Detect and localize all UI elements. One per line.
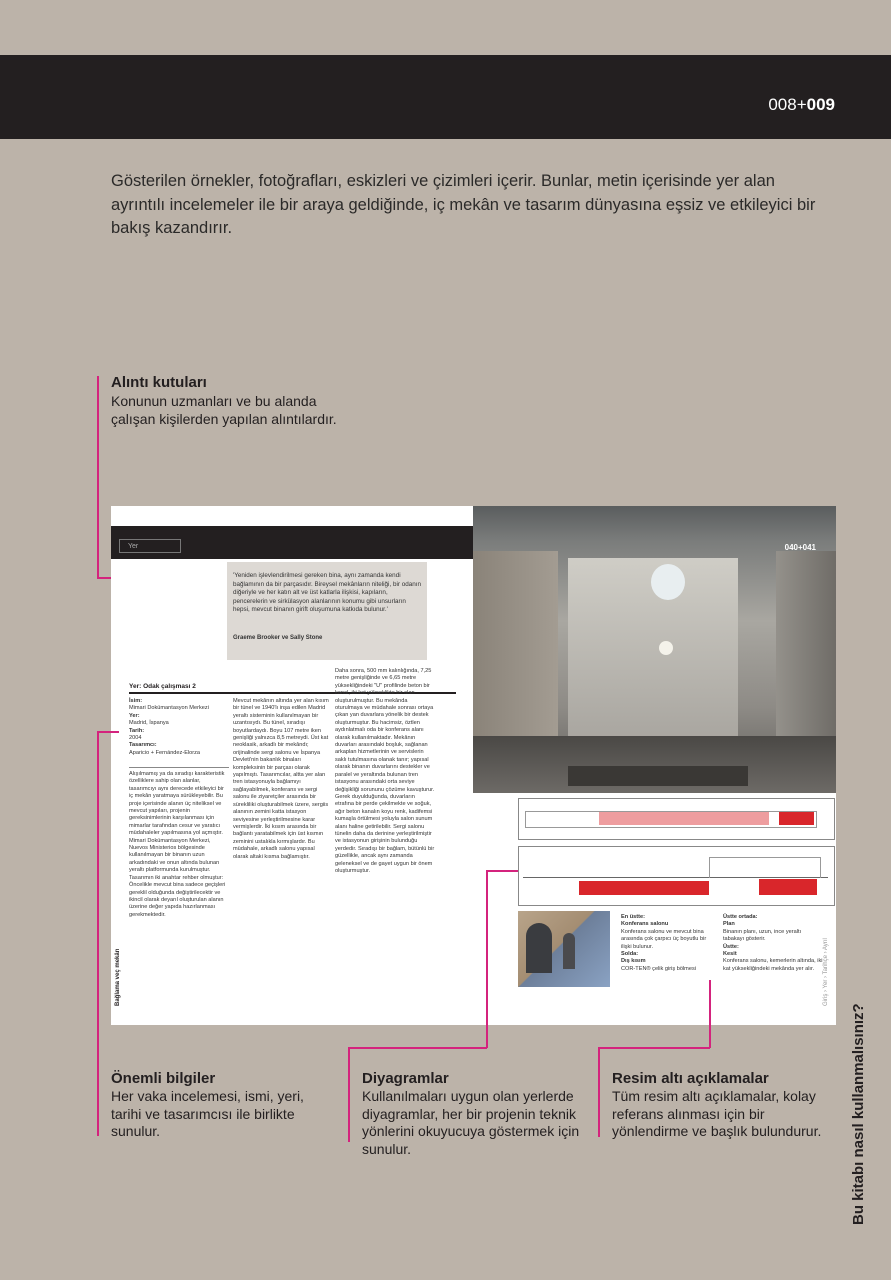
caption-label: Dış kısım <box>621 958 646 965</box>
caption-label: Konferans salonu <box>621 921 669 928</box>
fact-value: Mimari Dokümantasyon Merkezi <box>129 705 209 712</box>
caption-text: Konferans salonu ve mevcut bina arasında çok çarpıcı üç boyutlu bir ilişki bulunur. <box>621 928 707 950</box>
callout-title-quotes: Alıntı kutuları <box>111 374 207 391</box>
fact-label: Tasarımcı: <box>129 742 157 749</box>
section-tab: Yer <box>119 539 181 553</box>
quote-text: 'Yeniden işlevlendirilmesi gereken bina, aynı zamanda kendi bağlamının da bir parçasıdır. Bireysel mekânların niteliği, bir odanın diğeriyle ve her katın alt ve üst katlarla ilişkisi, kapıların, pencerelerin ve sirkülasyon alanlarının konumu gibi unsurların hepsi, mevcut binanın girift oluşumuna katkıda bulunur.' <box>233 572 421 614</box>
caption-label: Üstte ortada: <box>723 914 758 920</box>
side-section-label: Bağlama veç mekân <box>115 948 121 1006</box>
leader-line-captions-down <box>598 1047 600 1137</box>
leader-line-diagrams-down <box>348 1047 350 1142</box>
caption-block-left <box>621 914 713 973</box>
callout-title-captions: Resim altı açıklamalar <box>612 1070 769 1087</box>
leader-line-captions-v <box>709 980 711 1048</box>
section-red-band <box>579 881 709 895</box>
body-column-1: Alışılmamış ya da sıradışı karakteristik özelliklere sahip olan alanlar, tasarımcıyı aynı derecede etkileyici bir iç mekân yaratmaya sürükleyebilir. Bu proje içerisinde alanın üç niteliksel ve mevcut yapıları, projenin gereksinimlerinin karşılanması için mimarlar tarafından cesur ve yaratıcı müdahaleler yapılmasına yol açmıştır. Mimari Dokümantasyon Merkezi, Nuevos Ministerios bölgesinde kullanılmayan bir binanın uzun arkadındaki ve onun altında bulunan yeraltı platformunda kurulmuştur. Tasarımın iki anahtar rehber olmuştur: Öncelikle mevcut bina sadece geçişleri gereklil olduğunda değiştirilecektir ve ikincil olarak deyarıl oluşturulan alanın üzerine değer yapıda hazırlanması gerekmektedir. <box>129 771 226 918</box>
leader-line-captions-h <box>598 1047 710 1049</box>
spread-page-number: 040+041 <box>784 543 816 552</box>
book-spread-preview <box>111 506 836 1025</box>
fact-label: Yer: <box>129 712 140 719</box>
plan-diagram <box>518 798 835 840</box>
leader-line-diagrams-v <box>486 870 488 1048</box>
page-number: 008+009 <box>768 95 835 114</box>
exterior-arch-small <box>563 933 575 969</box>
caption-block-right <box>723 914 823 973</box>
side-question: Bu kitabı nasıl kullanmalısınız? <box>850 1003 867 1225</box>
fact-label: İsim: <box>129 698 143 704</box>
leader-line-quotes-v <box>97 376 99 578</box>
intro-paragraph: Gösterilen örnekler, fotoğrafları, eskizleri ve çizimleri içerir. Bunlar, metin içerisinde yer alan ayrıntılı incelemeler ile bir araya geldiğinde, iç mekân ve tasarım dünyasına eşsiz ve etkileyici bir bakış kazandırır. <box>111 172 816 237</box>
exterior-arch <box>526 923 552 973</box>
callout-body-diagrams: Kullanılmaları uygun olan yerlerde diyagramlar, her bir projenin teknik yönlerini okuyucuya göstermek için sunulur. <box>362 1088 580 1157</box>
section-arcade <box>709 857 821 878</box>
caption-label: Kesit <box>723 951 737 958</box>
plan-highlight <box>599 812 769 825</box>
callout-title-diagrams: Diyagramlar <box>362 1070 449 1087</box>
photo-floor-pit <box>568 766 748 786</box>
fact-label: Tarih: <box>129 727 145 734</box>
header-bar <box>0 55 891 139</box>
leader-line-diagrams-h2 <box>486 870 518 872</box>
callout-body-quotes: Konunun uzmanları ve bu alanda çalışan kişilerden yapılan alıntılardır. <box>111 393 337 427</box>
photo-skylight <box>651 564 685 600</box>
callout-title-key-info: Önemli bilgiler <box>111 1070 216 1087</box>
caption-text: Konferans salonu, kemerlerin altında, iki kat yüksekliğindeki mekânda yer alır. <box>723 958 823 972</box>
section-diagram <box>518 846 835 906</box>
case-study-title: Yer: Odak çalışması 2 <box>129 683 196 690</box>
section-red-end <box>759 879 817 895</box>
vertical-index: Giriş › Yer › Tarihçe › Ayrıl <box>823 938 829 1006</box>
fact-value: 2004 <box>129 735 142 742</box>
facts-rule <box>129 767 229 768</box>
caption-label: Plan <box>723 921 735 928</box>
fact-item <box>129 713 229 728</box>
body-column-2: Mevcut mekânın altında yer alan kısım bir tünel ve 1940'lı inşa edilen Madrid yeraltı sisteminin kullanılmayan bir uzantısıydı. Bu tünel, sıradışı boyutlardaydı. Boyu 107 metre iken genişliği yalnızca 8,5 metreydi. Üst kat neoklasik, arkadlı bir mekândı; orijinalinde sergi salonu ve İspanya Devleti'nin bakanlık binaları kompleksinin bir parçası olarak yapılmıştı. Tasarımcılar, altta yer alan tren istasyonuyla bağlamıyı sağlayabilmek, konferans ve sergi salonu ile ziyaretçiler arasında bir sürekliliki oluşturabilmek üzere, sergiis alanının zemini katta istasyon seviyesine yerleştirilmesine karar vermişlerdir. İki kısım arasında bir bağlantı yaratabilmek için üst kısmın zeminini ustalıkla kırmışlardır. Bu müdahale, arkadlı salonu yapısal olarak altaki kısma bağlamıştır. <box>233 698 329 860</box>
leader-line-diagrams-h <box>348 1047 487 1049</box>
photo-lamp <box>659 641 673 655</box>
caption-label: Üstte: <box>723 943 739 950</box>
fact-item <box>129 698 229 713</box>
caption-text: Binanın planı, uzun, ince yeraltı tabakayı gösterir. <box>723 928 802 943</box>
caption-text: COR-TEN® çelik giriş bölmesi <box>621 965 696 972</box>
facts-block <box>129 698 229 757</box>
fact-item <box>129 728 229 743</box>
leader-line-info-h <box>97 731 119 733</box>
body-column-3: Daha sonra, 500 mm kalınlığında, 7,25 metre genişliğinde ve 6,65 metre yüksekliğindeki "U" profilinde beton bir kanal, iki kat yükseklikte bir alan oluşturulmuştur. Bu mekânda oturulmaya ve müdahale sonrası ortaya çıkan yan duvarlara yönelik bir destek oluşturmuştur. Bu hacimsiz, öztlen aydınlatmalı oda bir konferans alanı olarak kullanılmaktadır. Mekânın duvarları arasındaki boşluk, sağlanan arkaplan hizmetlerinin ve servislerin saklı tutulmasına olanak tanır; yapısal olarak binanın duvarlarını destekler ve paralel ve yeraltında bulunan tren istasyonu arasındaki orta seviye değişikliği sorununu çözüme kavuşturur. Gerek duyulduğunda, duvarların etrafına bir perde çekilmekte ve soğuk, ağır beton kanalın koyu renk, kadifemsi kumaşla örtülmesi yoluyla salon sunum alanı haline getirilebilir. Sergi salonu tünelin daha da derinine yerleştirilmiştir ve istasyonun girişinin bulunduğu yerdedir. Sıradışı bir bağlam, bütünlü bir güzellikle, ancak aynı zamanda geleneksel ve de gayet uygun bir önem oluşturmuştur. <box>335 668 435 874</box>
fact-item <box>129 742 229 757</box>
exterior-photo <box>518 911 610 987</box>
fact-value: Madrid, İspanya <box>129 720 169 727</box>
fact-value: Aparicio + Fernández-Elorza <box>129 749 201 756</box>
leader-line-info-v <box>97 731 99 1136</box>
plan-highlight-end <box>779 812 814 825</box>
caption-label: Solda: <box>621 951 639 958</box>
callout-body-key-info: Her vaka incelemesi, ismi, yeri, tarihi ve tasarımcısı ile birlikte sunulur. <box>111 1088 304 1139</box>
callout-body-captions: Tüm resim altı açıklamalar, kolay referans alınması için bir yönlendirme ve başlık bulundurur. <box>612 1088 822 1139</box>
quote-author: Graeme Brooker ve Sally Stone <box>233 635 323 641</box>
caption-label: En üstte: <box>621 914 645 920</box>
interior-photo <box>473 506 836 793</box>
